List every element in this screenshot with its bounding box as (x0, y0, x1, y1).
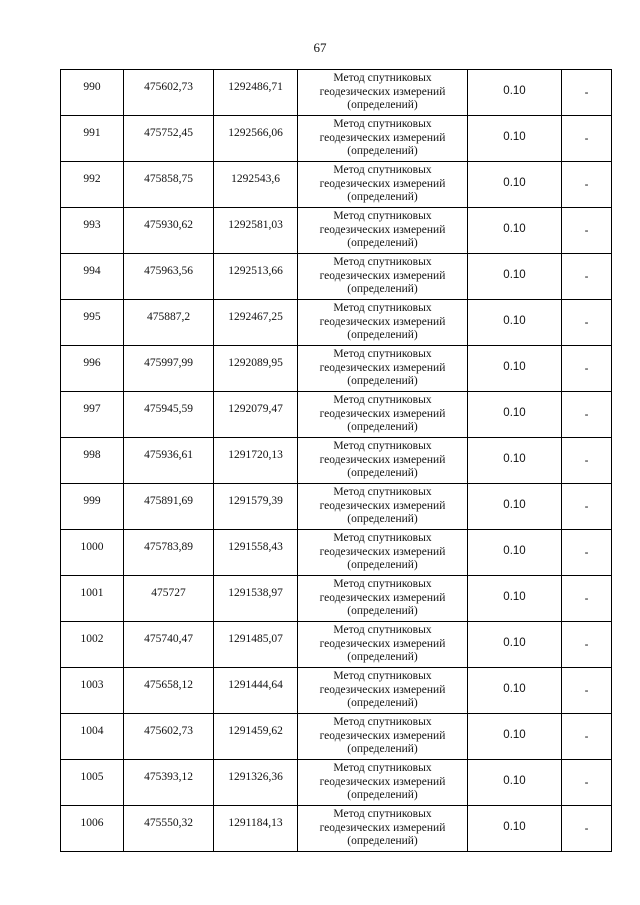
method-line: геодезических измерений (319, 131, 446, 144)
y-coordinate-cell: 1291538,97 (214, 576, 298, 622)
method-line: Метод спутниковых (333, 440, 432, 453)
method-line: геодезических измерений (319, 223, 446, 236)
precision-cell: 0.10 (468, 162, 562, 208)
y-coordinate-cell: 1292467,25 (214, 300, 298, 346)
method-line: Метод спутниковых (333, 808, 432, 821)
method-line: Метод спутниковых (333, 210, 432, 223)
precision-cell: 0.10 (468, 346, 562, 392)
note-cell: - (562, 806, 612, 852)
precision-cell: 0.10 (468, 622, 562, 668)
x-coordinate-cell: 475936,61 (124, 438, 214, 484)
precision-cell: 0.10 (468, 254, 562, 300)
method-line: (определений) (347, 283, 418, 296)
y-coordinate-cell: 1292079,47 (214, 392, 298, 438)
method-line: геодезических измерений (319, 591, 446, 604)
y-coordinate-cell: 1291444,64 (214, 668, 298, 714)
method-line: Метод спутниковых (333, 578, 432, 591)
note-cell: - (562, 70, 612, 116)
method-line: Метод спутниковых (333, 394, 432, 407)
y-coordinate-cell: 1291326,36 (214, 760, 298, 806)
note-cell: - (562, 576, 612, 622)
coordinates-table (60, 69, 612, 852)
table-row (61, 116, 612, 162)
point-number-cell: 997 (61, 392, 124, 438)
point-number-cell: 994 (61, 254, 124, 300)
x-coordinate-cell: 475550,32 (124, 806, 214, 852)
method-cell (298, 70, 468, 116)
method-line: (определений) (347, 99, 418, 112)
x-coordinate-cell: 475740,47 (124, 622, 214, 668)
note-cell: - (562, 668, 612, 714)
method-line: (определений) (347, 145, 418, 158)
x-coordinate-cell: 475727 (124, 576, 214, 622)
point-number-cell: 1000 (61, 530, 124, 576)
coordinates-table-body (61, 70, 612, 852)
method-line: Метод спутниковых (333, 118, 432, 131)
table-row (61, 70, 612, 116)
method-line: (определений) (347, 467, 418, 480)
point-number-cell: 998 (61, 438, 124, 484)
table-row (61, 254, 612, 300)
method-line: Метод спутниковых (333, 256, 432, 269)
precision-cell: 0.10 (468, 668, 562, 714)
point-number-cell: 992 (61, 162, 124, 208)
method-cell (298, 576, 468, 622)
precision-cell: 0.10 (468, 208, 562, 254)
table-row (61, 806, 612, 852)
method-line: Метод спутниковых (333, 532, 432, 545)
x-coordinate-cell: 475783,89 (124, 530, 214, 576)
table-row (61, 438, 612, 484)
point-number-cell: 1003 (61, 668, 124, 714)
x-coordinate-cell: 475887,2 (124, 300, 214, 346)
method-line: (определений) (347, 605, 418, 618)
y-coordinate-cell: 1292543,6 (214, 162, 298, 208)
method-cell (298, 162, 468, 208)
precision-cell: 0.10 (468, 116, 562, 162)
table-row (61, 530, 612, 576)
point-number-cell: 1002 (61, 622, 124, 668)
y-coordinate-cell: 1291459,62 (214, 714, 298, 760)
x-coordinate-cell: 475963,56 (124, 254, 214, 300)
method-cell (298, 760, 468, 806)
method-line: (определений) (347, 191, 418, 204)
point-number-cell: 991 (61, 116, 124, 162)
point-number-cell: 1005 (61, 760, 124, 806)
method-cell (298, 530, 468, 576)
y-coordinate-cell: 1292566,06 (214, 116, 298, 162)
method-line: геодезических измерений (319, 453, 446, 466)
note-cell: - (562, 714, 612, 760)
method-line: геодезических измерений (319, 545, 446, 558)
method-line: (определений) (347, 651, 418, 664)
method-cell (298, 254, 468, 300)
table-row (61, 714, 612, 760)
method-line: Метод спутниковых (333, 348, 432, 361)
method-cell (298, 116, 468, 162)
table-row (61, 576, 612, 622)
method-line: геодезических измерений (319, 729, 446, 742)
method-line: Метод спутниковых (333, 486, 432, 499)
x-coordinate-cell: 475891,69 (124, 484, 214, 530)
precision-cell: 0.10 (468, 714, 562, 760)
point-number-cell: 990 (61, 70, 124, 116)
precision-cell: 0.10 (468, 760, 562, 806)
method-line: (определений) (347, 237, 418, 250)
y-coordinate-cell: 1292486,71 (214, 70, 298, 116)
method-cell (298, 714, 468, 760)
precision-cell: 0.10 (468, 300, 562, 346)
method-cell (298, 668, 468, 714)
method-line: геодезических измерений (319, 177, 446, 190)
point-number-cell: 1006 (61, 806, 124, 852)
point-number-cell: 1001 (61, 576, 124, 622)
note-cell: - (562, 622, 612, 668)
method-line: Метод спутниковых (333, 762, 432, 775)
y-coordinate-cell: 1291720,13 (214, 438, 298, 484)
table-row (61, 622, 612, 668)
note-cell: - (562, 254, 612, 300)
note-cell: - (562, 392, 612, 438)
x-coordinate-cell: 475602,73 (124, 714, 214, 760)
table-row (61, 162, 612, 208)
method-line: Метод спутниковых (333, 72, 432, 85)
y-coordinate-cell: 1292581,03 (214, 208, 298, 254)
method-line: Метод спутниковых (333, 164, 432, 177)
method-cell (298, 346, 468, 392)
y-coordinate-cell: 1291184,13 (214, 806, 298, 852)
page-number: 67 (313, 40, 327, 55)
point-number-cell: 1004 (61, 714, 124, 760)
y-coordinate-cell: 1292513,66 (214, 254, 298, 300)
note-cell: - (562, 530, 612, 576)
method-line: (определений) (347, 513, 418, 526)
x-coordinate-cell: 475752,45 (124, 116, 214, 162)
method-line: (определений) (347, 329, 418, 342)
method-cell (298, 392, 468, 438)
method-line: геодезических измерений (319, 683, 446, 696)
note-cell: - (562, 208, 612, 254)
precision-cell: 0.10 (468, 806, 562, 852)
method-line: (определений) (347, 835, 418, 848)
precision-cell: 0.10 (468, 438, 562, 484)
x-coordinate-cell: 475658,12 (124, 668, 214, 714)
method-cell (298, 438, 468, 484)
table-row (61, 392, 612, 438)
method-line: (определений) (347, 743, 418, 756)
method-cell (298, 806, 468, 852)
method-line: Метод спутниковых (333, 302, 432, 315)
method-line: геодезических измерений (319, 499, 446, 512)
x-coordinate-cell: 475945,59 (124, 392, 214, 438)
method-cell (298, 484, 468, 530)
precision-cell: 0.10 (468, 530, 562, 576)
precision-cell: 0.10 (468, 70, 562, 116)
point-number-cell: 993 (61, 208, 124, 254)
method-cell (298, 208, 468, 254)
method-line: геодезических измерений (319, 637, 446, 650)
precision-cell: 0.10 (468, 392, 562, 438)
method-line: геодезических измерений (319, 315, 446, 328)
x-coordinate-cell: 475393,12 (124, 760, 214, 806)
note-cell: - (562, 300, 612, 346)
method-line: (определений) (347, 375, 418, 388)
y-coordinate-cell: 1292089,95 (214, 346, 298, 392)
method-line: Метод спутниковых (333, 716, 432, 729)
point-number-cell: 999 (61, 484, 124, 530)
table-row (61, 484, 612, 530)
note-cell: - (562, 162, 612, 208)
y-coordinate-cell: 1291558,43 (214, 530, 298, 576)
table-row (61, 760, 612, 806)
y-coordinate-cell: 1291579,39 (214, 484, 298, 530)
precision-cell: 0.10 (468, 484, 562, 530)
point-number-cell: 996 (61, 346, 124, 392)
precision-cell: 0.10 (468, 576, 562, 622)
method-line: геодезических измерений (319, 361, 446, 374)
method-line: (определений) (347, 421, 418, 434)
method-line: Метод спутниковых (333, 624, 432, 637)
method-cell (298, 300, 468, 346)
method-line: геодезических измерений (319, 85, 446, 98)
method-line: (определений) (347, 789, 418, 802)
method-line: геодезических измерений (319, 775, 446, 788)
x-coordinate-cell: 475602,73 (124, 70, 214, 116)
x-coordinate-cell: 475930,62 (124, 208, 214, 254)
note-cell: - (562, 438, 612, 484)
method-cell (298, 622, 468, 668)
method-line: (определений) (347, 559, 418, 572)
table-row (61, 346, 612, 392)
method-line: геодезических измерений (319, 407, 446, 420)
point-number-cell: 995 (61, 300, 124, 346)
table-row (61, 208, 612, 254)
table-row (61, 300, 612, 346)
note-cell: - (562, 484, 612, 530)
method-line: Метод спутниковых (333, 670, 432, 683)
note-cell: - (562, 760, 612, 806)
table-row (61, 668, 612, 714)
method-line: (определений) (347, 697, 418, 710)
method-line: геодезических измерений (319, 821, 446, 834)
y-coordinate-cell: 1291485,07 (214, 622, 298, 668)
method-line: геодезических измерений (319, 269, 446, 282)
note-cell: - (562, 346, 612, 392)
note-cell: - (562, 116, 612, 162)
x-coordinate-cell: 475858,75 (124, 162, 214, 208)
x-coordinate-cell: 475997,99 (124, 346, 214, 392)
